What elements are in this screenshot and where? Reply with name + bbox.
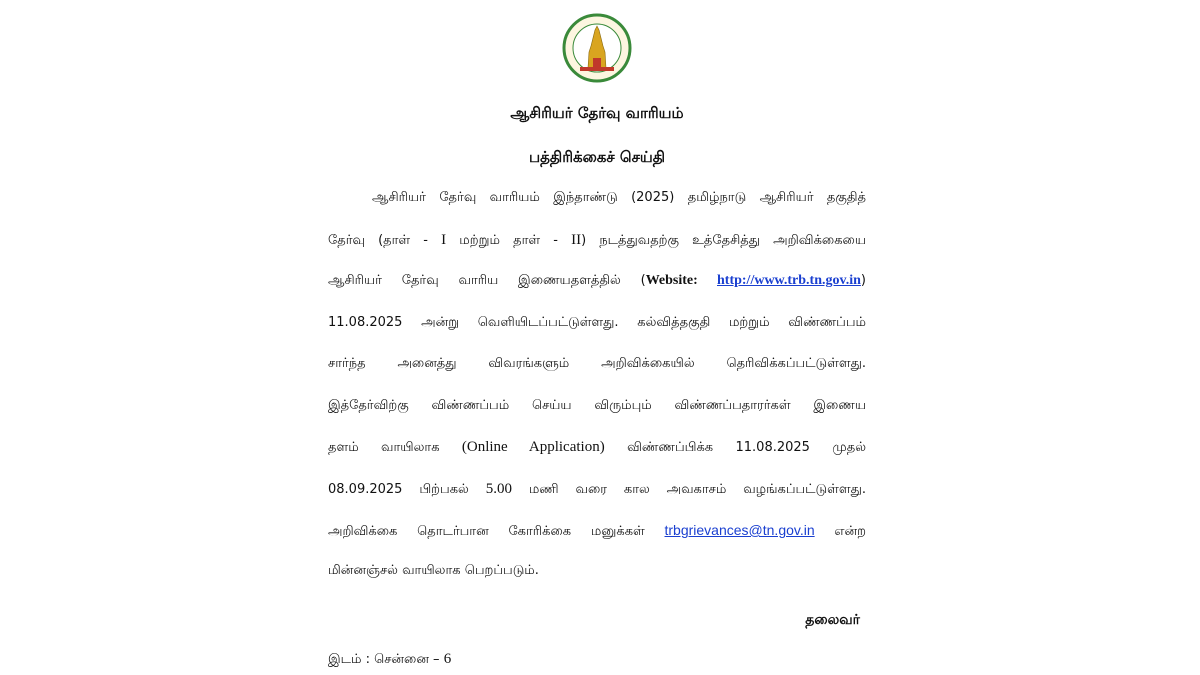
org-title: ஆசிரியர் தேர்வு வாரியம் xyxy=(510,104,684,122)
body-line-5: சார்ந்த அனைத்து விவரங்களும் அறிவிக்கையில் தெரிவிக்கப்பட்டுள்ளது. xyxy=(328,356,866,371)
text: என்ற xyxy=(814,524,866,539)
body-line-3 xyxy=(328,271,866,291)
website-link[interactable]: http://www.trb.tn.gov.in xyxy=(717,273,861,288)
text: தளம் வாயிலாக xyxy=(328,440,462,455)
text: தேர்வு (தாள் - xyxy=(328,233,442,248)
website-label: Website: xyxy=(645,273,717,288)
body-line-6: இத்தேர்விற்கு விண்ணப்பம் செய்ய விரும்பும் விண்ணப்பதாரர்கள் இணைய xyxy=(328,398,866,413)
text: I xyxy=(441,232,447,248)
body-line-8 xyxy=(328,479,866,499)
email-link[interactable]: trbgrievances@tn.gov.in xyxy=(664,522,815,538)
text: மணி வரை கால அவகாசம் வழங்கப்பட்டுள்ளது. xyxy=(511,482,866,497)
text: அறிவிக்கை தொடர்பான கோரிக்கை மனுக்கள் xyxy=(328,524,665,539)
body-line-10: மின்னஞ்சல் வாயிலாக பெறப்படும். xyxy=(328,563,539,578)
text: (Online Application) xyxy=(461,439,605,455)
body-line-1: ஆசிரியர் தேர்வு வாரியம் இந்தாண்டு (2025) தமிழ்நாடு ஆசிரியர் தகுதித் xyxy=(372,190,866,205)
body-line-4: 11.08.2025 அன்று வெளியிடப்பட்டுள்ளது. கல்வித்தகுதி மற்றும் விண்ணப்பம் xyxy=(328,315,866,330)
doc-subtitle: பத்திரிக்கைச் செய்தி xyxy=(528,148,666,166)
place-code: 6 xyxy=(443,651,452,667)
text: 08.09.2025 பிற்பகல் xyxy=(328,482,486,497)
body-line-9 xyxy=(328,520,866,540)
signatory: தலைவர் xyxy=(805,612,860,628)
text: ) xyxy=(860,273,866,288)
place-line xyxy=(328,651,451,668)
text: மற்றும் தாள் - xyxy=(446,233,572,248)
text: ) நடத்துவதற்கு உத்தேசித்து அறிவிக்கையை xyxy=(581,233,866,248)
text: II xyxy=(571,232,582,248)
text: ஆசிரியர் தேர்வு வாரிய இணையதளத்தில் ( xyxy=(328,273,646,288)
text: விண்ணப்பிக்க 11.08.2025 முதல் xyxy=(604,440,866,455)
body-line-2 xyxy=(328,230,866,250)
text: 5.00 xyxy=(485,481,512,497)
place-label: இடம் : சென்னை – xyxy=(328,652,444,667)
tamil-nadu-emblem xyxy=(562,12,632,84)
body-line-7 xyxy=(328,437,866,457)
